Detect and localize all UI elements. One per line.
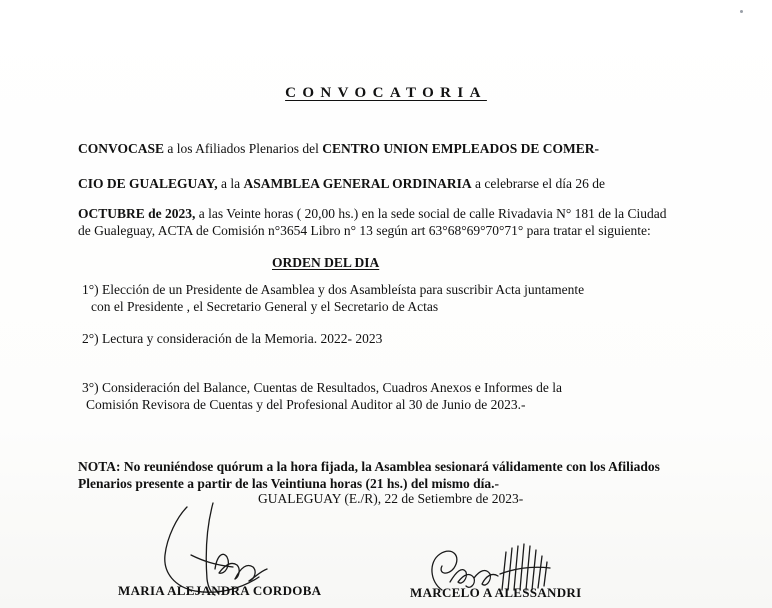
- intro-line-3: [78, 206, 667, 222]
- intro-line-2-text: a la: [217, 176, 244, 191]
- organization-name: CENTRO UNION EMPLEADOS DE COMER-: [322, 141, 599, 156]
- agenda-item-3-line-1: 3°) Consideración del Balance, Cuentas de Resultados, Cuadros Anexos e Informes de la: [82, 380, 563, 395]
- signatory-right-name: MARCELO A ALESSANDRI: [410, 585, 582, 600]
- place-and-date: GUALEGUAY (E./R), 22 de Setiembre de 2023-: [258, 491, 524, 506]
- agenda-item-3-line-2: Comisión Revisora de Cuentas y del Profesional Auditor al 30 de Junio de 2023.-: [86, 397, 526, 412]
- convocase-word: CONVOCASE: [78, 141, 164, 156]
- nota-line-2: Plenarios presente a partir de las Veintiuna horas (21 hs.) del mismo día.-: [78, 476, 500, 491]
- intro-line-1-text: a los Afiliados Plenarios del: [164, 141, 323, 156]
- assembly-type: ASAMBLEA GENERAL ORDINARIA: [243, 176, 472, 191]
- intro-line-2: [78, 176, 605, 192]
- agenda-item-1-line-1: 1°) Elección de un Presidente de Asamblea y dos Asambleísta para suscribir Acta juntamente: [82, 282, 585, 297]
- intro-line-1: [78, 141, 599, 157]
- signatory-left-name: MARIA ALEJANDRA CORDOBA: [118, 583, 322, 598]
- document-title: CONVOCATORIA: [285, 85, 487, 101]
- intro-line-3-text: a las Veinte horas ( 20,00 hs.) en la sede social de calle Rivadavia N° 181 de la Ciudad: [195, 206, 667, 221]
- intro-line-4: de Gualeguay, ACTA de Comisión n°3654 Libro n° 13 según art 63°68°69°70°71° para tratar el siguiente:: [78, 223, 651, 238]
- assembly-date: OCTUBRE de 2023,: [78, 206, 196, 221]
- agenda-item-2: 2°) Lectura y consideración de la Memoria. 2022- 2023: [82, 331, 383, 346]
- nota-line-1: NOTA: No reuniéndose quórum a la hora fijada, la Asamblea sesionará válidamente con los Afiliados: [78, 459, 660, 474]
- scan-speck: [740, 10, 743, 13]
- orden-del-dia-heading: ORDEN DEL DIA: [272, 255, 380, 270]
- organization-name-cont: CIO DE GUALEGUAY,: [78, 176, 218, 191]
- agenda-item-1-line-2: con el Presidente , el Secretario General y el Secretario de Actas: [91, 299, 439, 314]
- intro-line-2-end: a celebrarse el día 26 de: [471, 176, 606, 191]
